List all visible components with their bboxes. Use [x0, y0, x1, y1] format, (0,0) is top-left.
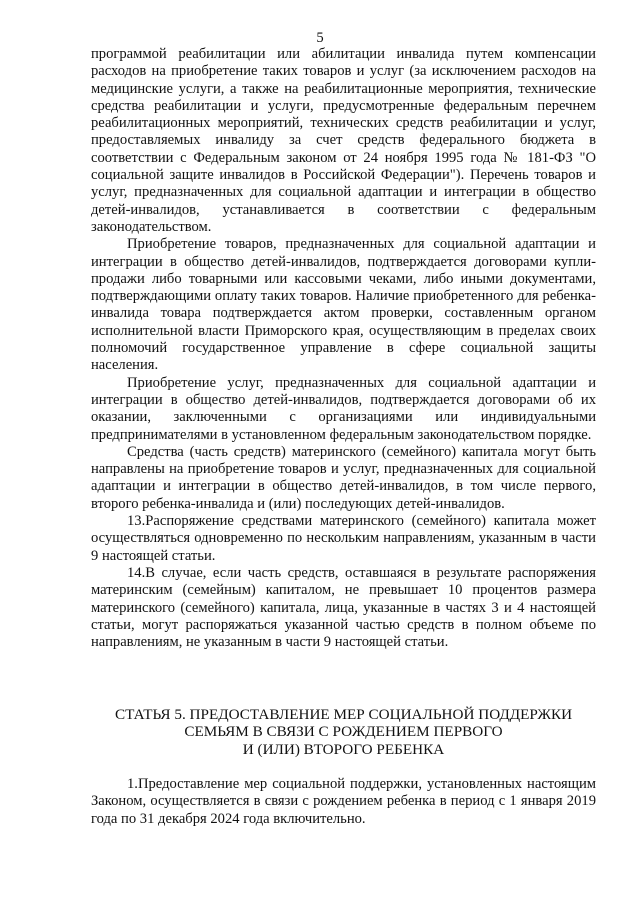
- paragraph-part-14: 14.В случае, если часть средств, оставшаяся в результате распоряжения материнским (семейным) капиталом, не превышает 10 процентов размера материнского (семейного) капитала, лица, указанные в частях 3 и 4 настоящей статьи, могут распоряжаться указанной частью средств в полном объеме по направлениям, не указанным в части 9 настоящей статьи.: [91, 564, 596, 651]
- article-heading-line-3: И (ИЛИ) ВТОРОГО РЕБЕНКА: [242, 740, 445, 758]
- paragraph-continuation: программой реабилитации или абилитации инвалида путем компенсации расходов на приобретение таких товаров и услуг (за исключением расходов на медицинские услуги, а также на реабилитационные мероприятия, технические средства реабилитации и услуги, предусмотренные федеральным перечнем реабилитационных мероприятий, технических средств реабилитации и услуг, предоставляемых инвалиду за счет средств федерального бюджета в соответствии с Федеральным законом от 24 ноября 1995 года № 181-ФЗ "О социальной защите инвалидов в Российской Федерации"). Перечень товаров и услуг, предназначенных для социальной адаптации и интеграции в общество детей-инвалидов, устанавливается в соответствии с федеральным законодательством.: [91, 46, 596, 235]
- paragraph-services-purchase: Приобретение услуг, предназначенных для социальной адаптации и интеграции в общество детей-инвалидов, подтверждается договорами об их оказании, заключенными с организациями или индивидуальными предпринимателями в установленном федеральным законодательством порядке.: [91, 374, 596, 443]
- paragraph-article-5-part-1: 1.Предоставление мер социальной поддержки, установленных настоящим Законом, осуществляется в связи с рождением ребенка в период с 1 января 2019 года по 31 декабря 2024 года включительно.: [91, 776, 596, 827]
- article-heading-line-2: СЕМЬЯМ В СВЯЗИ С РОЖДЕНИЕМ ПЕРВОГО: [184, 723, 503, 741]
- paragraph-maternity-capital: Средства (часть средств) материнского (семейного) капитала могут быть направлены на приобретение товаров и услуг, предназначенных для социальной адаптации и интеграции в общество детей-инвалидов, в том числе первого, второго ребенка-инвалида и (или) последующих детей-инвалидов.: [91, 443, 596, 512]
- page-number: 5: [316, 30, 324, 46]
- article-heading: [91, 706, 596, 758]
- body-text: [91, 46, 596, 651]
- article-heading-line-1: СТАТЬЯ 5. ПРЕДОСТАВЛЕНИЕ МЕР СОЦИАЛЬНОЙ ПОДДЕРЖКИ: [114, 706, 573, 723]
- article-body: [91, 776, 596, 828]
- paragraph-goods-purchase: Приобретение товаров, предназначенных для социальной адаптации и интеграции в общество детей-инвалидов, подтверждается договорами купли-продажи либо товарными или кассовыми чеками, либо иными документами, подтверждающими оплату таких товаров. Наличие приобретенного для ребенка-инвалида товара подтверждается актом проверки, составленным органом исполнительной власти Приморского края, осуществляющим в пределах своих полномочий государственное управление в сфере социальной защиты населения.: [91, 236, 596, 374]
- paragraph-part-13: 13.Распоряжение средствами материнского (семейного) капитала может осуществляться одновременно по нескольким направлениям, указанным в части 9 настоящей статьи.: [91, 513, 596, 564]
